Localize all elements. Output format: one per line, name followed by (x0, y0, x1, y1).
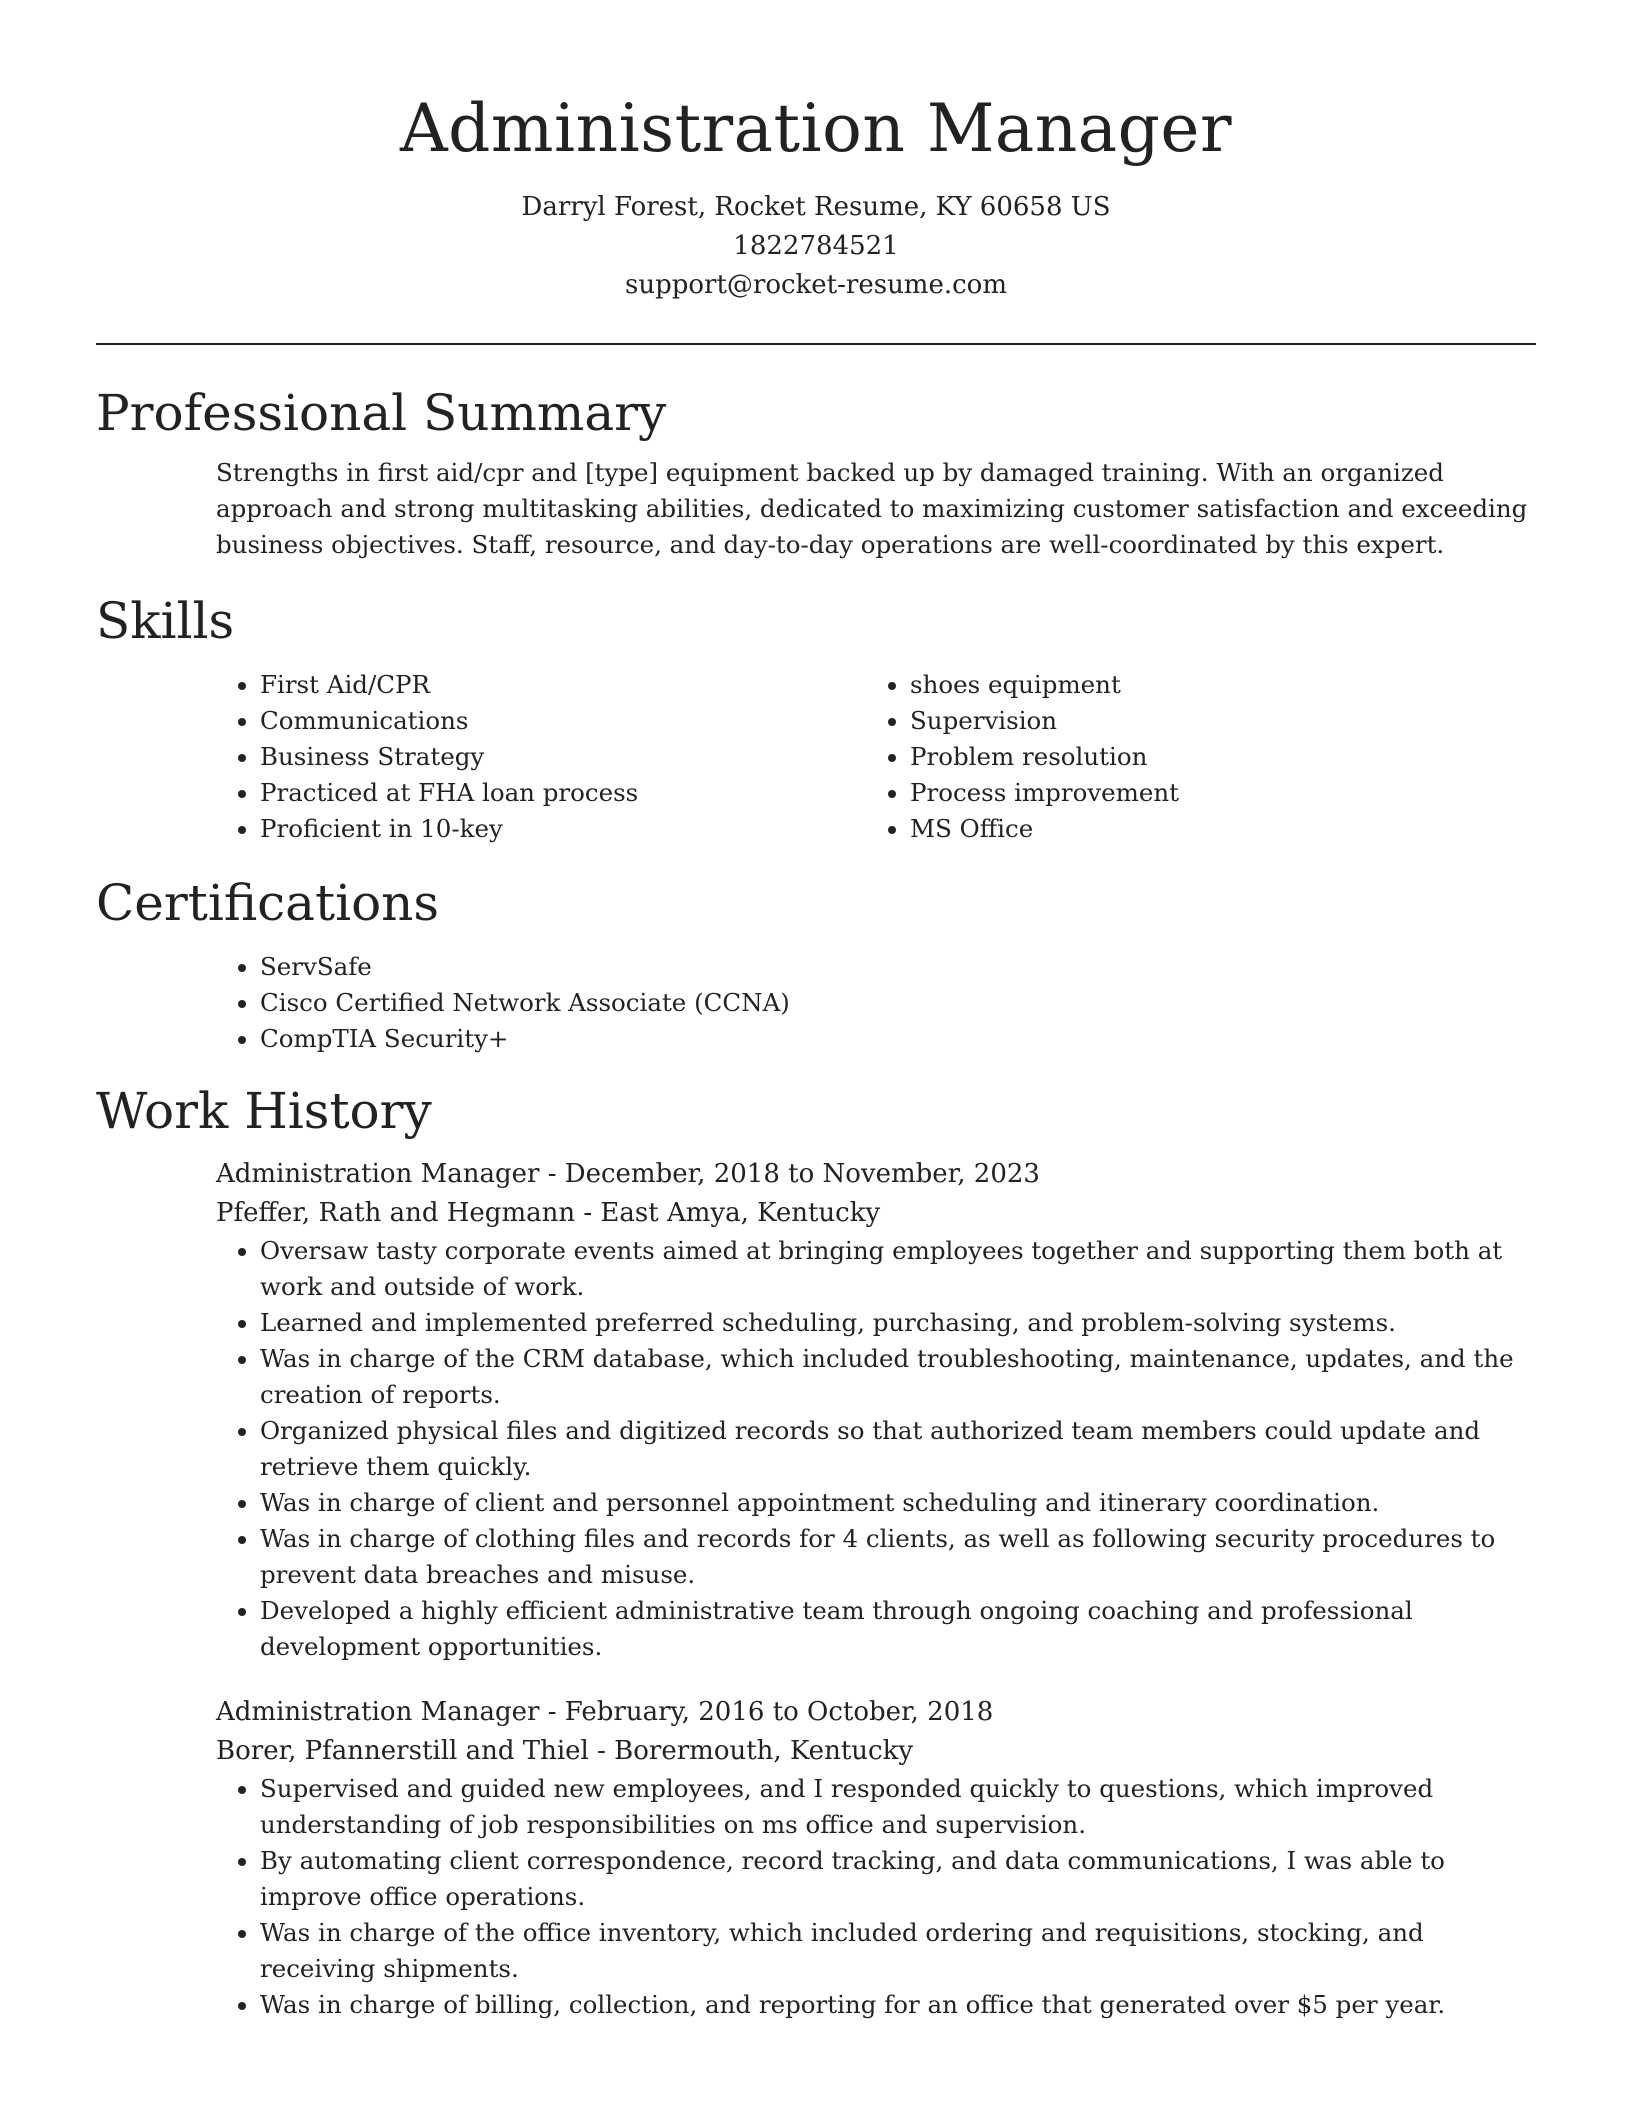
job-duty-item: • Was in charge of the CRM database, which included troubleshooting, maintenance, updates, and the creation of reports. (260, 1341, 1536, 1413)
job-duty-item: • Supervised and guided new employees, and I responded quickly to questions, which improved understanding of job responsibilities on ms office and supervision. (260, 1771, 1536, 1843)
summary-heading: Professional Summary (96, 384, 667, 442)
job-duty-item: • By automating client correspondence, record tracking, and data communications, I was able to improve office operations. (260, 1843, 1536, 1915)
job-title-line: Administration Manager - February, 2016 to October, 2018 (216, 1697, 994, 1727)
skills-columns (216, 667, 1536, 847)
contact-phone: 1822784521 (733, 231, 899, 261)
job-duty-item: • Was in charge of client and personnel appointment scheduling and itinerary coordination. (260, 1485, 1536, 1521)
certification-item: • Cisco Certified Network Associate (CCNA) (260, 985, 1536, 1021)
skill-item: • Supervision (910, 703, 1516, 739)
skill-item: • Process improvement (910, 775, 1516, 811)
certifications-heading: Certifications (96, 874, 440, 932)
skill-item: • Problem resolution (910, 739, 1516, 775)
skill-item: • Practiced at FHA loan process (260, 775, 866, 811)
resume-header (96, 0, 1536, 305)
certifications-list-wrapper (216, 949, 1536, 1057)
certifications-list (216, 949, 1536, 1057)
certification-item: • CompTIA Security+ (260, 1021, 1536, 1057)
job-title-line: Administration Manager - December, 2018 to November, 2023 (216, 1159, 1040, 1189)
contact-email: support@rocket-resume.com (624, 270, 1007, 300)
skill-item: • First Aid/CPR (260, 667, 866, 703)
job-duty-item: • Was in charge of billing, collection, and reporting for an office that generated over $5 per year. (260, 1987, 1536, 2023)
job-company-line: Pfeffer, Rath and Hegmann - East Amya, Kentucky (216, 1198, 881, 1228)
job-duties-list (216, 1771, 1536, 2023)
header-divider (96, 343, 1536, 345)
job-duty-item: • Oversaw tasty corporate events aimed at bringing employees together and supporting them both at work and outside of work. (260, 1233, 1536, 1305)
certifications-section (96, 871, 1536, 1057)
skills-column-right (866, 667, 1516, 847)
job-entry (216, 1155, 1536, 1665)
work-history-section (96, 1079, 1536, 2023)
summary-text: Strengths in first aid/cpr and [type] equipment backed up by damaged training. With an organized approach and strong multitasking abilities, dedicated to maximizing customer satisfaction and exceeding business objectives. Staff, resource, and day-to-day operations are well-coordinated by this expert. (216, 458, 1528, 559)
job-duties-list (216, 1233, 1536, 1665)
skill-item: • Proficient in 10-key (260, 811, 866, 847)
skill-item: • shoes equipment (910, 667, 1516, 703)
certification-item: • ServSafe (260, 949, 1536, 985)
skills-column-left (216, 667, 866, 847)
skills-list-right (866, 667, 1516, 847)
resume-page (96, 0, 1536, 2023)
skills-list-left (216, 667, 866, 847)
skill-item: • Business Strategy (260, 739, 866, 775)
resume-title: Administration Manager (399, 90, 1232, 167)
job-duty-item: • Organized physical files and digitized records so that authorized team members could update and retrieve them quickly. (260, 1413, 1536, 1485)
job-duty-item: • Was in charge of the office inventory, which included ordering and requisitions, stocking, and receiving shipments. (260, 1915, 1536, 1987)
contact-block (96, 188, 1536, 305)
job-duty-item: • Learned and implemented preferred scheduling, purchasing, and problem-solving systems. (260, 1305, 1536, 1341)
job-entry (216, 1693, 1536, 2023)
skills-section (96, 589, 1536, 847)
skills-heading: Skills (96, 592, 235, 650)
job-duty-item: • Developed a highly efficient administrative team through ongoing coaching and professional development opportunities. (260, 1593, 1536, 1665)
contact-address: Darryl Forest, Rocket Resume, KY 60658 US (521, 192, 1111, 222)
skill-item: • Communications (260, 703, 866, 739)
skill-item: • MS Office (910, 811, 1516, 847)
work-history-heading: Work History (96, 1082, 432, 1140)
job-company-line: Borer, Pfannerstill and Thiel - Borermouth, Kentucky (216, 1736, 914, 1766)
summary-section (96, 381, 1536, 563)
job-duty-item: • Was in charge of clothing files and records for 4 clients, as well as following security procedures to prevent data breaches and misuse. (260, 1521, 1536, 1593)
